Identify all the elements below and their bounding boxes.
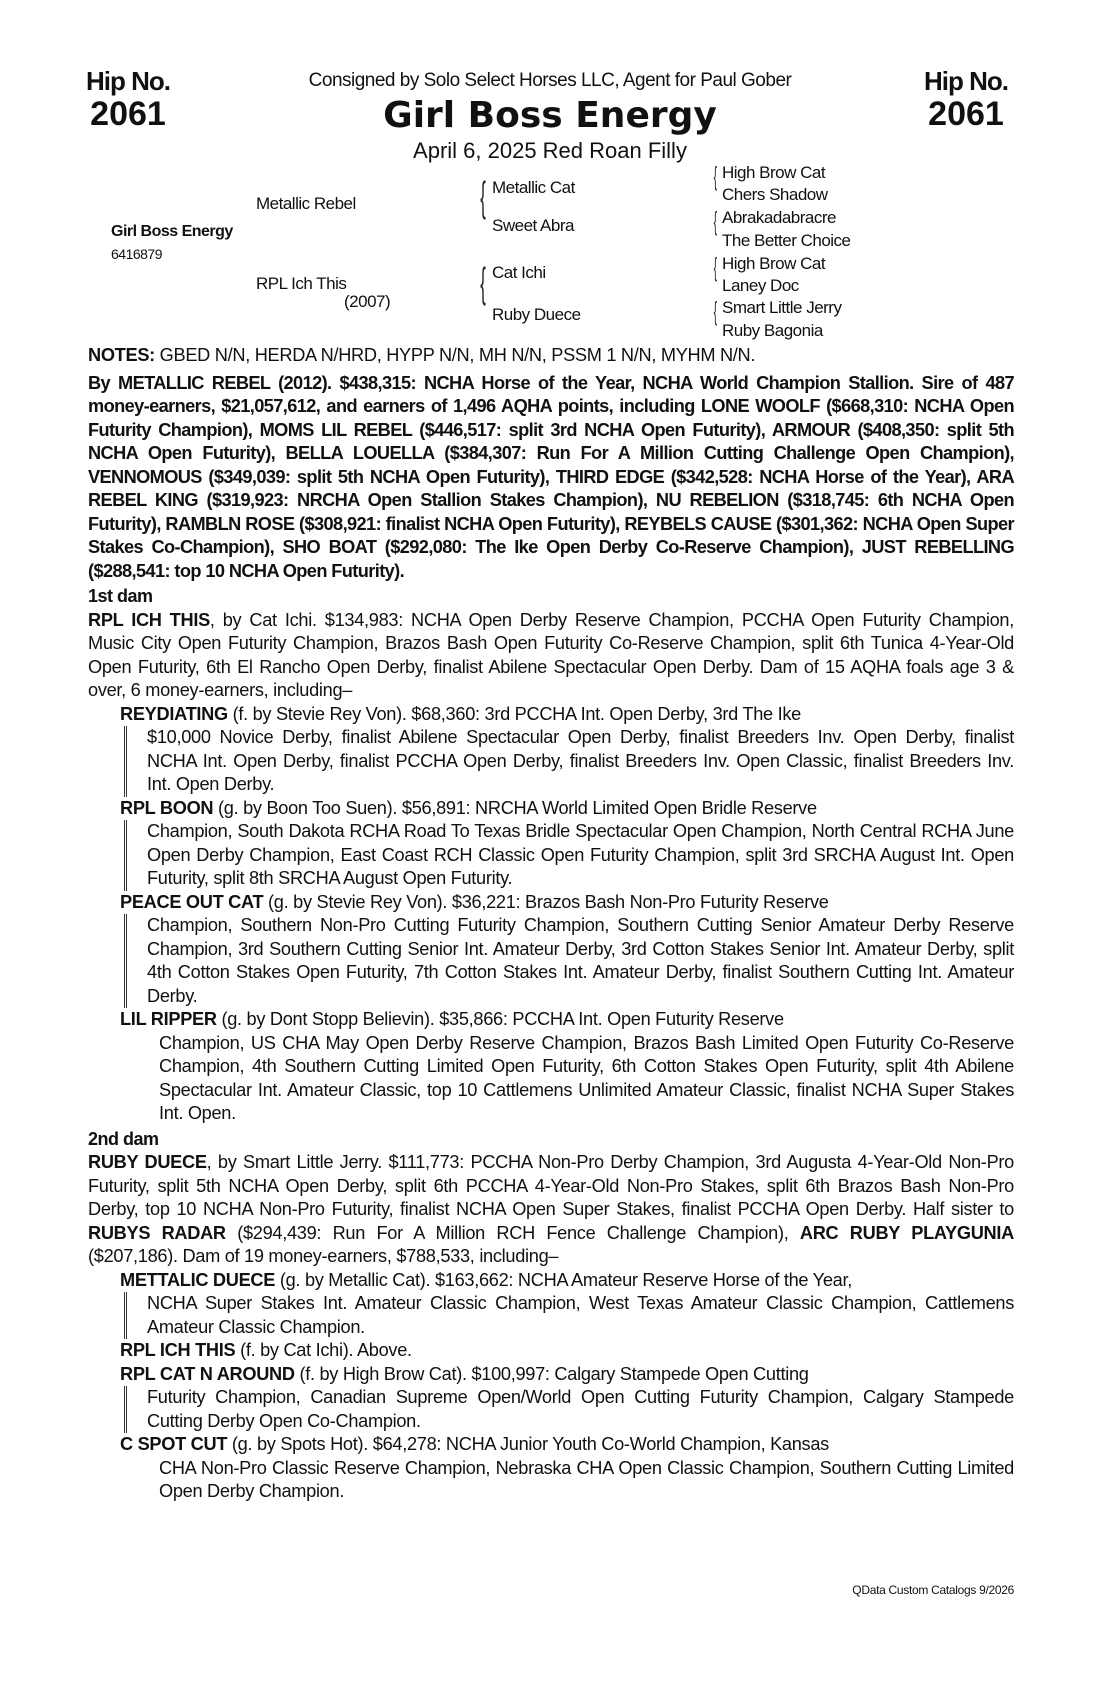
foal-name: LIL RIPPER <box>120 1009 217 1029</box>
foal-name: REYDIATING <box>120 703 228 724</box>
foal-entry <box>120 891 1014 1009</box>
foal-continuation: NCHA Super Stakes Int. Amateur Classic Champion, West Texas Amateur Classic Champion, Cattlemens Amateur Classic Champion. <box>147 1293 1014 1337</box>
hip-number: 2061 <box>928 95 1004 133</box>
foal-text: (f. by Stevie Rey Von). $68,360: 3rd PCCHA Int. Open Derby, 3rd The Ike <box>227 703 801 724</box>
foal-entry <box>120 797 1014 891</box>
horse-name-title: Girl Boss Energy <box>383 95 717 136</box>
first-dam-name: RPL ICH THIS <box>88 609 210 630</box>
catalog-body <box>88 344 1014 1504</box>
hip-label: Hip No. <box>924 66 1008 96</box>
foal-continuation-block <box>159 1457 1014 1504</box>
dam-dam: Ruby Duece <box>492 305 581 324</box>
foal-continuation-block <box>124 820 1014 891</box>
brace-icon: { <box>480 173 486 220</box>
ds-dam: Laney Doc <box>722 276 799 295</box>
foal-continuation-block <box>124 726 1014 797</box>
sire-name: Metallic Rebel <box>256 194 356 213</box>
notes-label: NOTES: <box>88 345 155 365</box>
foal-continuation-block <box>124 1292 1014 1339</box>
second-dam-text: , by Smart Little Jerry. $111,773: PCCHA Non-Pro Derby Champion, 3rd Augusta 4-Year-Old Non-Pro Futurity, split 5th NCHA Open Derby, split 6th PCCHA 4-Year-Old Non-Pro Stakes, split 6th Brazos Bash Non-Pro Derby, top 10 NCHA Non-Pro Futurity, finalist NCHA Open Super Stakes, finalist PCCHA Open Derby. Half sister to <box>88 1152 1014 1219</box>
foal-text: (g. by Metallic Cat). $163,662: NCHA Amateur Reserve Horse of the Year, <box>275 1269 852 1290</box>
subject-name: Girl Boss Energy <box>111 223 233 240</box>
brace-icon: { <box>713 206 718 236</box>
brace-icon: { <box>713 161 718 191</box>
half-sibling-name: RUBYS RADAR <box>88 1222 226 1243</box>
foal-text: (g. by Stevie Rey Von). $36,221: Brazos Bash Non-Pro Futurity Reserve <box>263 891 829 912</box>
foal-continuation: Champion, US CHA May Open Derby Reserve Champion, Brazos Bash Limited Open Futurity Co-Reserve Champion, 4th Southern Cutting Limited Open Futurity, 6th Cotton Stakes Open Futurity, split 4th Abilene Spectacular Int. Amateur Classic, top 10 Cattlemens Unlimited Amateur Classic, finalist NCHA Super Stakes Int. Open. <box>159 1032 1014 1123</box>
brace-icon: { <box>713 296 718 326</box>
second-dam-text: ($294,439: Run For A Million RCH Fence Challenge Champion), <box>225 1222 800 1243</box>
foal-text: (f. by High Brow Cat). $100,997: Calgary Stampede Open Cutting <box>294 1363 809 1384</box>
ds-sire: High Brow Cat <box>722 254 826 273</box>
foal-text: (g. by Boon Too Suen). $56,891: NRCHA World Limited Open Bridle Reserve <box>213 797 817 818</box>
foal-continuation: CHA Non-Pro Classic Reserve Champion, Nebraska CHA Open Classic Champion, Southern Cutting Limited Open Derby Champion. <box>159 1457 1014 1501</box>
notes-line <box>88 344 1014 368</box>
foal-continuation-block <box>124 1386 1014 1433</box>
sire-dam: Sweet Abra <box>492 216 574 235</box>
foal-continuation: Futurity Champion, Canadian Supreme Open/World Open Cutting Futurity Champion, Calgary Stampede Cutting Derby Open Co-Champion. <box>147 1387 1014 1431</box>
half-sibling-name: ARC RUBY PLAYGUNIA <box>799 1222 1014 1243</box>
foal-text: (g. by Spots Hot). $64,278: NCHA Junior Youth Co-World Champion, Kansas <box>227 1434 829 1454</box>
second-dam-foals <box>88 1269 1014 1504</box>
foal-continuation-block <box>124 914 1014 1008</box>
foal-name: RPL BOON <box>120 797 214 818</box>
hip-number: 2061 <box>90 95 166 133</box>
consignor-line: Consigned by Solo Select Horses LLC, Agent for Paul Gober <box>308 70 792 91</box>
dd-sire: Smart Little Jerry <box>722 298 842 317</box>
first-dam-foals <box>88 703 1014 1126</box>
sire-paragraph: By METALLIC REBEL (2012). $438,315: NCHA Horse of the Year, NCHA World Champion Stallion. Sire of 487 money-earners, $21,057,612, and earners of 1,496 AQHA points, including LONE WOOLF ($668,310: NCHA Open Futurity Champion), MOMS LIL REBEL ($446,517: split 3rd NCHA Open Futurity), ARMOUR ($408,350: split 5th NCHA Open Futurity), BELLA LOUELLA ($384,307: Run For A Million Cutting Challenge Open Champion), VENNOMOUS ($349,039: split 5th NCHA Open Futurity), THIRD EDGE ($342,528: NCHA Horse of the Year), ARA REBEL KING ($319,923: NRCHA Open Stallion Stakes Champion), NU REBELION ($318,745: 6th NCHA Open Futurity), RAMBLN ROSE ($308,921: finalist NCHA Open Futurity), REYBELS CAUSE ($301,362: NCHA Open Super Stakes Co-Champion), SHO BOAT ($292,080: The Ike Open Derby Co-Reserve Champion), JUST REBELLING ($288,541: top 10 NCHA Open Futurity). <box>88 372 1014 581</box>
foal-entry <box>120 1339 1014 1363</box>
foal-name: PEACE OUT CAT <box>120 891 264 912</box>
foal-continuation-block <box>159 1032 1014 1126</box>
foal-name: C SPOT CUT <box>120 1434 228 1454</box>
foal-text: (g. by Dont Stopp Believin). $35,866: PCCHA Int. Open Futurity Reserve <box>216 1009 784 1029</box>
dam-sire: Cat Ichi <box>492 263 546 282</box>
second-dam-paragraph <box>88 1151 1014 1269</box>
foal-continuation: $10,000 Novice Derby, finalist Abilene Spectacular Open Derby, finalist Breeders Inv. Open Derby, finalist NCHA Int. Open Derby, finalist PCCHA Open Derby, finalist Breeders Inv. Open Classic, finalist Breeders Inv. Int. Open Derby. <box>147 727 1014 794</box>
catalog-footer: QData Custom Catalogs 9/2026 <box>852 1583 1014 1597</box>
first-dam-text: , by Cat Ichi. $134,983: NCHA Open Derby Reserve Champion, PCCHA Open Futurity Champion, Music City Open Futurity Champion, Brazos Bash Open Futurity Co-Reserve Champion, split 6th Tunica 4-Year-Old Open Futurity, 6th El Rancho Open Derby, finalist Abilene Spectacular Open Derby. Dam of 15 AQHA foals age 3 & over, 6 money-earners, including– <box>88 609 1014 700</box>
foaling-info: April 6, 2025 Red Roan Filly <box>413 138 687 163</box>
brace-icon: { <box>480 259 486 306</box>
foal-continuation: Champion, Southern Non-Pro Cutting Futurity Champion, Southern Cutting Senior Amateur Derby Reserve Champion, 3rd Southern Cutting Senior Int. Amateur Derby, 3rd Cotton Stakes Senior Int. Amateur Derby, split 4th Cotton Stakes Open Futurity, 7th Cotton Stakes Int. Amateur Derby, finalist Southern Cutting Int. Amateur Derby. <box>147 915 1014 1006</box>
notes-text: GBED N/N, HERDA N/HRD, HYPP N/N, MH N/N, PSSM 1 N/N, MYHM N/N. <box>154 345 756 365</box>
second-dam-text: ($207,186). Dam of 19 money-earners, $788,533, including– <box>88 1246 559 1266</box>
hip-label: Hip No. <box>86 66 170 96</box>
foal-name: METTALIC DUECE <box>120 1269 276 1290</box>
foal-name: RPL CAT N AROUND <box>120 1363 295 1384</box>
foal-entry <box>120 1363 1014 1434</box>
sd-dam: The Better Choice <box>722 231 851 250</box>
dd-dam: Ruby Bagonia <box>722 321 823 340</box>
foal-continuation: Champion, South Dakota RCHA Road To Texas Bridle Spectacular Open Champion, North Central RCHA June Open Derby Champion, East Coast RCH Classic Open Futurity Champion, split 3rd SRCHA August Int. Open Futurity, split 8th SRCHA August Open Futurity. <box>147 821 1014 888</box>
foal-name: RPL ICH THIS <box>120 1340 236 1360</box>
subject-registration: 6416879 <box>111 246 163 262</box>
first-dam-heading: 1st dam <box>88 586 153 606</box>
foal-entry <box>120 1433 1014 1504</box>
foal-entry <box>120 1008 1014 1126</box>
brace-icon: { <box>713 252 718 282</box>
sire-sire: Metallic Cat <box>492 178 575 197</box>
second-dam-heading: 2nd dam <box>88 1128 159 1149</box>
foal-entry <box>120 1269 1014 1340</box>
ss-dam: Chers Shadow <box>722 185 828 204</box>
foal-text: (f. by Cat Ichi). Above. <box>235 1340 412 1360</box>
second-dam-name: RUBY DUECE <box>88 1152 207 1172</box>
first-dam-paragraph <box>88 609 1014 703</box>
sd-sire: Abrakadabracre <box>722 208 836 227</box>
dam-name: RPL Ich This <box>256 274 347 293</box>
ss-sire: High Brow Cat <box>722 163 826 182</box>
foal-entry <box>120 703 1014 797</box>
dam-year: (2007) <box>344 292 391 311</box>
